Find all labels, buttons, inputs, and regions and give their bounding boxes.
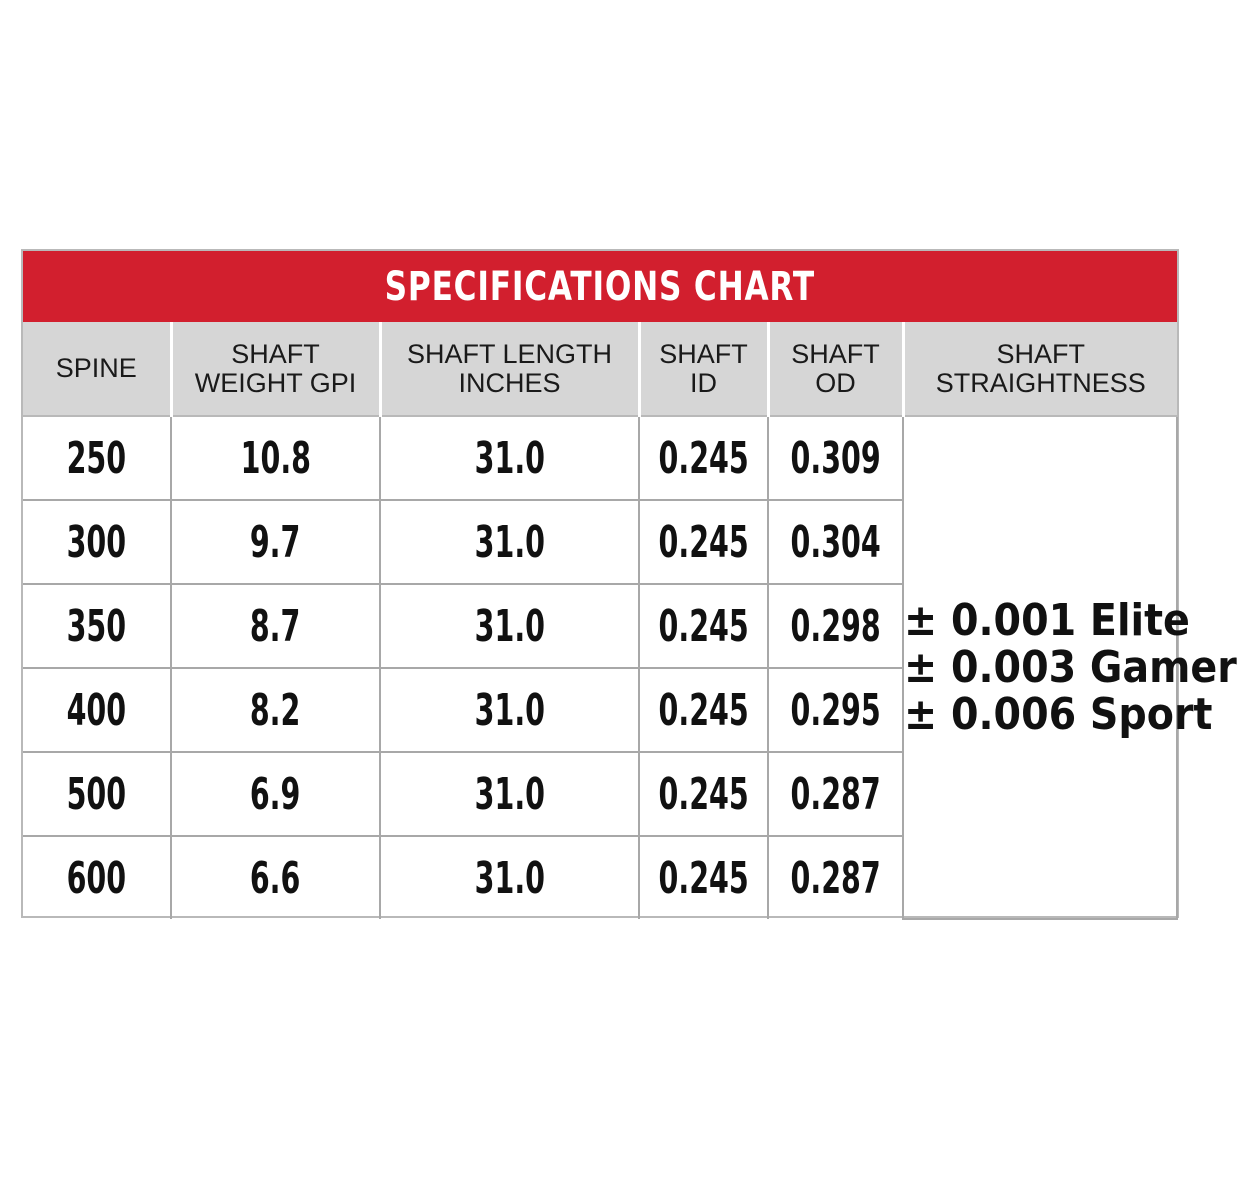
cell-length xyxy=(380,584,639,668)
cell-length xyxy=(380,416,639,500)
cell-value: 0.245 xyxy=(658,516,749,568)
cell-length xyxy=(380,752,639,836)
cell-value: 0.245 xyxy=(658,600,749,652)
cell-value: 31.0 xyxy=(474,768,545,820)
column-header-id xyxy=(639,322,768,416)
specifications-chart xyxy=(21,249,1237,918)
column-header-od xyxy=(768,322,903,416)
cell-value: 0.245 xyxy=(658,768,749,820)
cell-value: 0.295 xyxy=(790,684,881,736)
column-header-line: WEIGHT GPI xyxy=(194,367,357,398)
column-header-line: SHAFT xyxy=(231,338,320,369)
cell-value: 0.287 xyxy=(790,768,881,820)
cell-value: 250 xyxy=(66,432,127,484)
cell-value: 31.0 xyxy=(474,684,545,736)
title-bar xyxy=(23,251,1177,322)
cell-id xyxy=(639,500,768,584)
column-header-weight xyxy=(171,322,380,416)
cell-value: 0.309 xyxy=(790,432,881,484)
column-header-line: SHAFT xyxy=(996,338,1085,369)
cell-value: 600 xyxy=(66,852,127,904)
cell-value: 300 xyxy=(66,516,127,568)
cell-weight xyxy=(171,584,380,668)
cell-value: 31.0 xyxy=(474,852,545,904)
cell-value: 31.0 xyxy=(474,516,545,568)
column-header-line: SHAFT LENGTH xyxy=(406,338,613,369)
cell-value: 0.298 xyxy=(790,600,881,652)
column-header-line: SHAFT xyxy=(791,338,880,369)
cell-spine xyxy=(23,836,171,919)
table-body xyxy=(23,416,1237,919)
straightness-tolerance: ± 0.001 Elite xyxy=(904,595,1190,646)
cell-value: 9.7 xyxy=(250,516,301,568)
chart-title: SPECIFICATIONS CHART xyxy=(384,263,816,310)
cell-value: 400 xyxy=(66,684,127,736)
cell-value: 0.304 xyxy=(790,516,881,568)
cell-od xyxy=(768,500,903,584)
cell-weight xyxy=(171,668,380,752)
cell-weight xyxy=(171,500,380,584)
cell-value: 31.0 xyxy=(474,432,545,484)
cell-od xyxy=(768,752,903,836)
cell-value: 8.7 xyxy=(250,600,301,652)
cell-length xyxy=(380,836,639,919)
cell-od xyxy=(768,416,903,500)
cell-value: 6.6 xyxy=(250,852,301,904)
column-header-line: ID xyxy=(690,367,717,398)
cell-spine xyxy=(23,752,171,836)
cell-value: 0.245 xyxy=(658,432,749,484)
column-header-straightness xyxy=(903,322,1177,416)
cell-weight xyxy=(171,416,380,500)
cell-length xyxy=(380,500,639,584)
column-header-line: SHAFT xyxy=(659,338,748,369)
cell-value: 350 xyxy=(66,600,127,652)
header-row xyxy=(23,322,1177,416)
cell-spine xyxy=(23,584,171,668)
cell-weight xyxy=(171,752,380,836)
cell-value: 0.245 xyxy=(658,852,749,904)
cell-spine xyxy=(23,668,171,752)
column-header-line: OD xyxy=(815,367,856,398)
cell-id xyxy=(639,416,768,500)
cell-od xyxy=(768,836,903,919)
cell-spine xyxy=(23,416,171,500)
column-header-line: INCHES xyxy=(458,367,561,398)
spec-table xyxy=(23,322,1237,920)
cell-id xyxy=(639,836,768,919)
cell-value: 31.0 xyxy=(474,600,545,652)
column-header-line: STRAIGHTNESS xyxy=(935,367,1146,398)
straightness-cell xyxy=(903,416,1237,919)
cell-weight xyxy=(171,836,380,919)
cell-length xyxy=(380,668,639,752)
column-header-line: SPINE xyxy=(55,353,137,383)
cell-od xyxy=(768,584,903,668)
cell-value: 0.245 xyxy=(658,684,749,736)
cell-value: 500 xyxy=(66,768,127,820)
cell-value: 6.9 xyxy=(250,768,301,820)
cell-value: 8.2 xyxy=(250,684,301,736)
straightness-tolerance: ± 0.006 Sport xyxy=(904,689,1213,740)
cell-id xyxy=(639,752,768,836)
table-row xyxy=(23,416,1177,500)
cell-spine xyxy=(23,500,171,584)
cell-od xyxy=(768,668,903,752)
straightness-tolerance: ± 0.003 Gamer xyxy=(904,642,1237,693)
cell-id xyxy=(639,668,768,752)
cell-value: 10.8 xyxy=(240,432,311,484)
cell-value: 0.287 xyxy=(790,852,881,904)
cell-id xyxy=(639,584,768,668)
column-header-spine xyxy=(23,322,171,416)
column-header-length xyxy=(380,322,639,416)
